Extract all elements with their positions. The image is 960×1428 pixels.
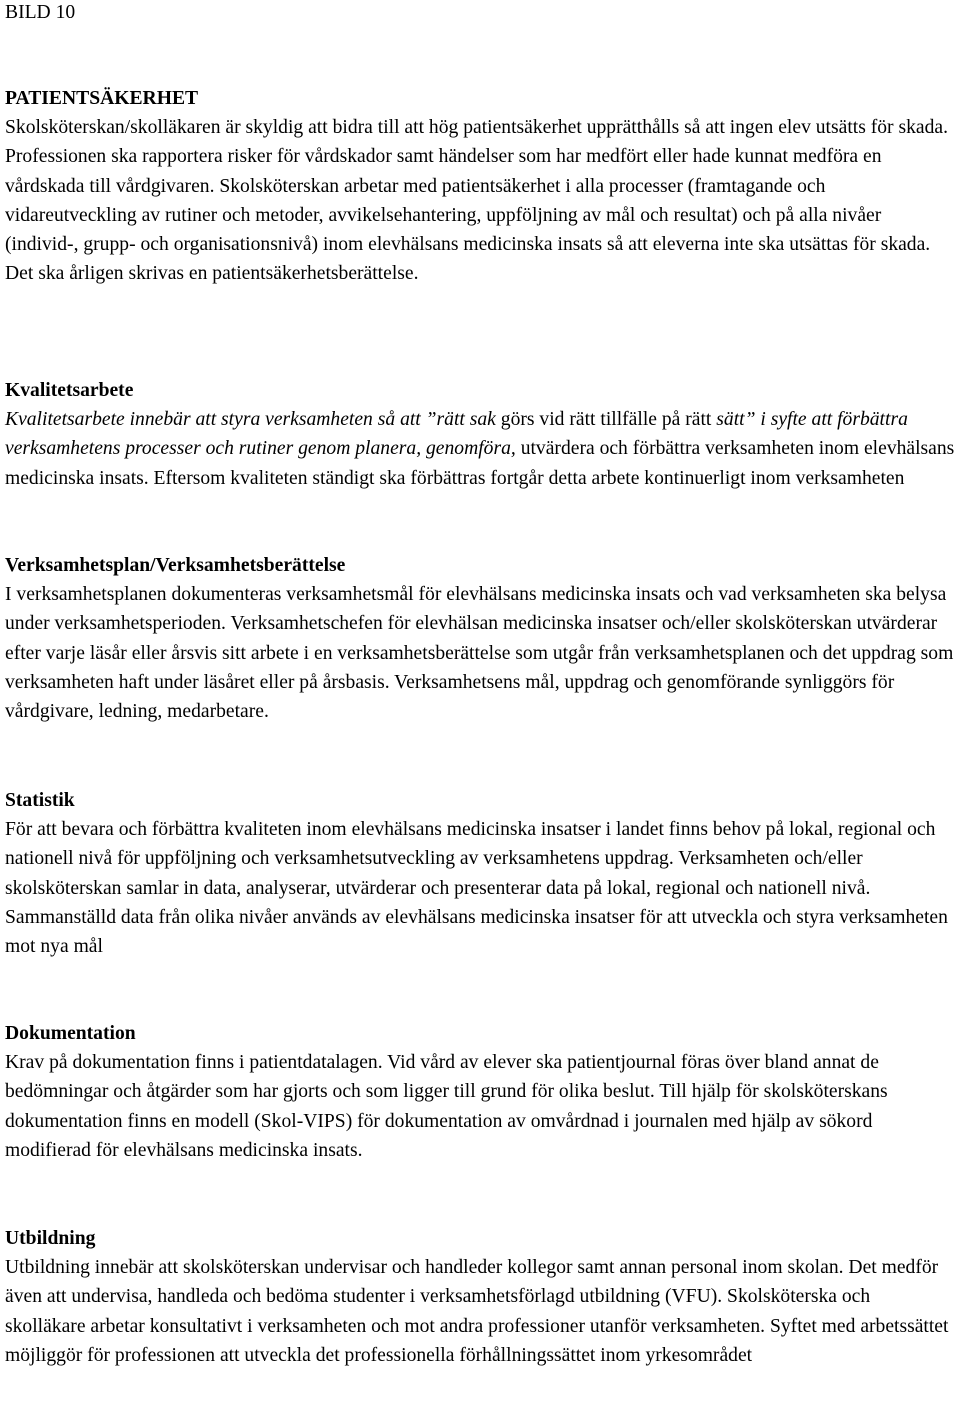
section-paragraph: Krav på dokumentation finns i patientdatalagen. Vid vård av elever ska patientjournal föras över bland annat de bedömningar och åtgärder som har gjorts och som ligger till grund för olika beslut. Till hjälp för skolsköterskans dokumentation finns en modell (Skol-VIPS) för dokumentation av omvårdnad i journalen med hjälp av sökord modifierad för elevhälsans medicinska insats. [5, 1052, 888, 1161]
italic-text: Kvalitetsarbete innebär att styra verksamheten så att ”rätt sak [5, 409, 496, 431]
section-utbildning [5, 1224, 955, 1370]
section-heading: Statistik [5, 790, 75, 811]
normal-text: görs vid rätt tillfälle på rätt [495, 409, 717, 431]
section-patientsakerhet [5, 84, 955, 288]
section-statistik [5, 786, 955, 961]
normal-text: utvärdera och förbättra verksamheten inom elevhälsans medicinska insats. Eftersom kvaliteten ständigt ska förbättras fortgår detta arbete kontinuerligt inom verksamheten [5, 438, 955, 489]
section-heading: PATIENTSÄKERHET [5, 88, 199, 109]
italic-text: sätt” i syfte att förbättra verksamhetens processer och rutiner genom planera, genomföra, [5, 409, 908, 460]
page-label: BILD 10 [5, 2, 76, 23]
section-dokumentation [5, 1019, 955, 1165]
section-heading: Utbildning [5, 1228, 96, 1249]
section-paragraph: I verksamhetsplanen dokumenteras verksamhetsmål för elevhälsans medicinska insats och vad verksamheten ska belysa under verksamhetsperioden. Verksamhetschefen för elevhälsan medicinska insatser och/eller skolsköterskan utvärderar efter varje läsår eller årsvis sitt arbete i en verksamhetsberättelse som utgår från verksamhetsplanen och det uppdrag som verksamheten haft under läsåret eller på årsbasis. Verksamhetsens mål, uppdrag och genomförande synliggörs för vårdgivare, ledning, medarbetare. [5, 584, 954, 723]
section-verksamhetsplan [5, 551, 955, 726]
section-paragraph [5, 405, 955, 493]
section-heading: Dokumentation [5, 1023, 136, 1044]
section-heading: Verksamhetsplan/Verksamhetsberättelse [5, 555, 346, 576]
section-paragraph: Skolsköterskan/skolläkaren är skyldig att bidra till att hög patientsäkerhet upprätthålls så att ingen elev utsätts för skada. Professionen ska rapportera risker för vårdskador samt händelser som har medfört eller hade kunnat medföra en vårdskada till vårdgivaren. Skolsköterskan arbetar med patientsäkerhet i alla processer (framtagande och vidareutveckling av rutiner och metoder, avvikelsehantering, uppföljning av mål och resultat) och på alla nivåer (individ-, grupp- och organisationsnivå) inom elevhälsans medicinska insats så att eleverna inte ska utsättas för skada. Det ska årligen skrivas en patientsäkerhetsberättelse. [5, 117, 948, 285]
section-heading: Kvalitetsarbete [5, 380, 134, 401]
section-kvalitetsarbete [5, 376, 955, 493]
section-paragraph: Utbildning innebär att skolsköterskan undervisar och handleder kollegor samt annan personal inom skolan. Det medför även att undervisa, handleda och bedöma studenter i verksamhetsförlagd utbildning (VFU). Skolsköterska och skolläkare arbetar konsultativt i verksamheten och mot andra professioner utanför verksamheten. Syftet med arbetssättet möjliggör för professionen att utveckla det professionella förhållningssättet inom yrkesområdet [5, 1257, 949, 1366]
section-paragraph: För att bevara och förbättra kvaliteten inom elevhälsans medicinska insatser i landet finns behov på lokal, regional och nationell nivå för uppföljning och verksamhetsutveckling av verksamhetens uppdrag. Verksamheten och/eller skolsköterskan samlar in data, analyserar, utvärderar och presenterar data på lokal, regional och nationell nivå. Sammanställd data från olika nivåer används av elevhälsans medicinska insatser för att utveckla och styra verksamheten mot nya mål [5, 819, 948, 958]
